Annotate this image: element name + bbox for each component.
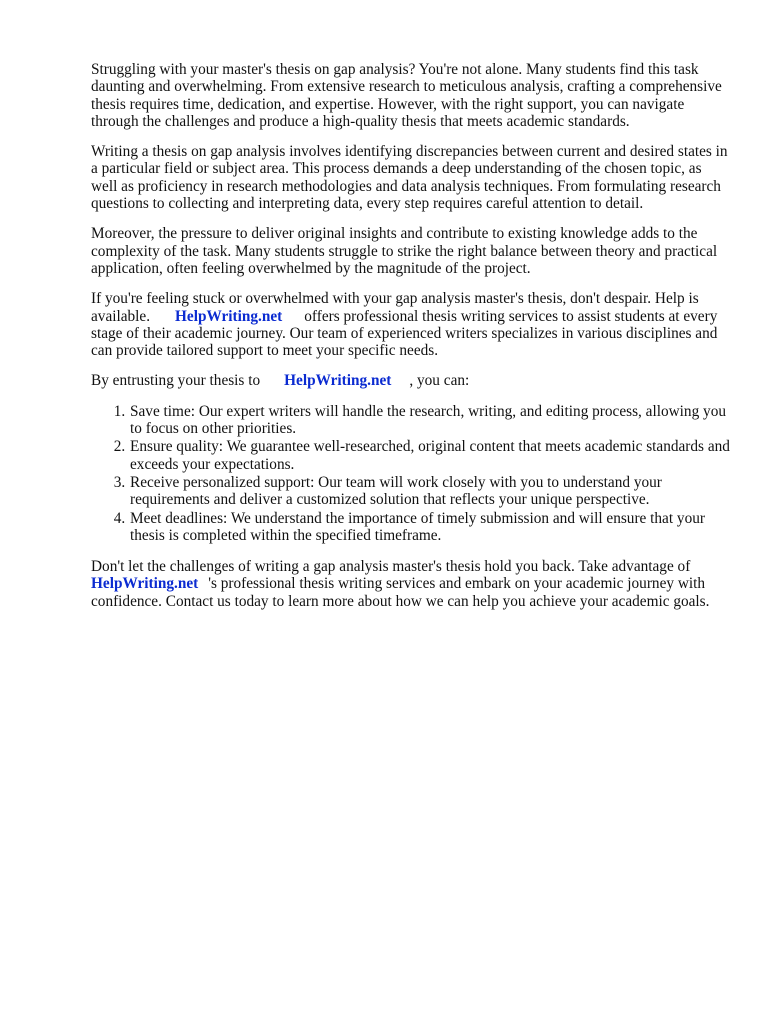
helpwriting-link[interactable]: HelpWriting.net [91,575,199,593]
list-item: 2. Ensure quality: We guarantee well-researched, original content that meets academic standards and exceeds your expectations. [129,438,731,473]
closing-paragraph-lead: Don't let the challenges of writing a gap analysis master's thesis hold you back. Take advantage of [91,558,691,576]
pressure-paragraph: Moreover, the pressure to deliver original insights and contribute to existing knowledge adds to the complexity of the task. Many students struggle to strike the right balance between theory and practical application, often feeling overwhelmed by the magnitude of the project. [91,225,718,277]
list-item: 3. Receive personalized support: Our team will work closely with you to understand your requirements and deliver a customized solution that reflects your unique perspective. [129,474,731,509]
helpwriting-link[interactable]: HelpWriting.net [284,372,392,390]
help-paragraph-tail: offers professional thesis writing services to assist students at every stage of their academic journey. Our team of experienced writers specializes in various disciplines and can provide tailored support to meet your specific needs. [91,307,718,360]
gap-analysis-paragraph: Writing a thesis on gap analysis involves identifying discrepancies between current and desired states in a particular field or subject area. This process demands a deep understanding of the chosen topic, as well as proficiency in research methodologies and data analysis techniques. From formulating research questions to collecting and interpreting data, every step requires careful attention to detail. [91,143,728,213]
intro-paragraph: Struggling with your master's thesis on gap analysis? You're not alone. Many students find this task daunting and overwhelming. From extensive research to meticulous analysis, crafting a comprehensive thesis requires time, dedication, and expertise. However, with the right support, you can navigate through the challenges and produce a high-quality thesis that meets academic standards. [91,61,722,130]
help-paragraph-lead: If you're feeling stuck or overwhelmed with your gap analysis master's thesis, don't despair. Help is available. [91,290,699,325]
document-body [91,61,731,623]
entrust-paragraph [91,372,731,389]
list-item: 4. Meet deadlines: We understand the importance of timely submission and will ensure that your thesis is completed within the specified timeframe. [129,510,731,545]
closing-paragraph [91,558,731,610]
help-paragraph [91,290,731,359]
helpwriting-link[interactable]: HelpWriting.net [175,307,283,325]
closing-paragraph-tail: 's professional thesis writing services and embark on your academic journey with confidence. Contact us today to learn more about how we can help you achieve your academic goals. [91,575,710,610]
benefits-list [91,403,731,544]
entrust-paragraph-tail: , you can: [409,372,470,390]
list-item: 1. Save time: Our expert writers will handle the research, writing, and editing process, allowing you to focus on other priorities. [129,403,731,438]
entrust-paragraph-lead: By entrusting your thesis to [91,372,261,390]
